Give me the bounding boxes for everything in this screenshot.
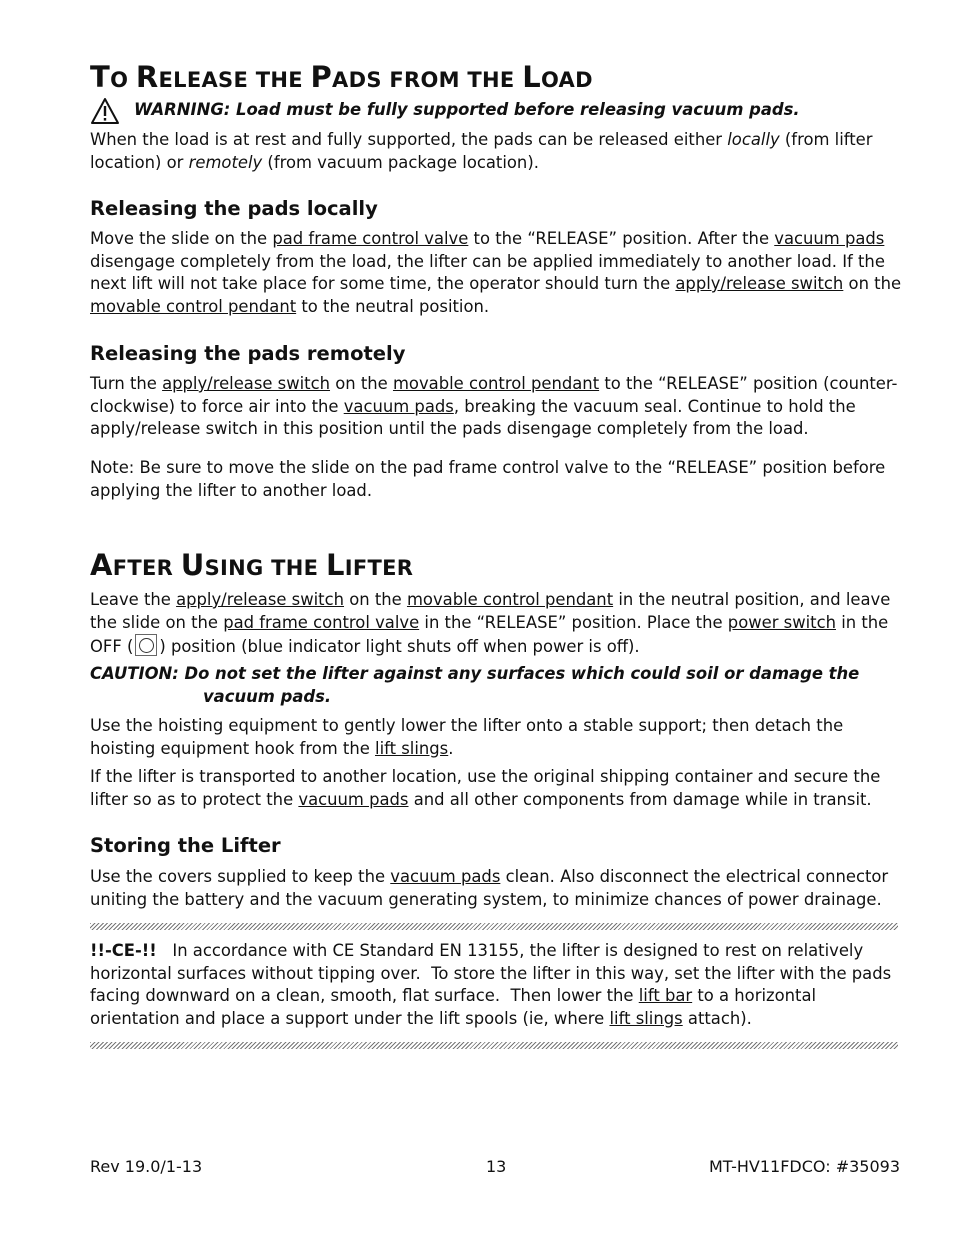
warning-text: WARNING: Load must be fully supported before releasing vacuum pads. bbox=[134, 100, 800, 119]
link-lift-bar[interactable]: lift bar bbox=[638, 986, 693, 1005]
link-movable-control-pendant[interactable]: movable control pendant bbox=[90, 296, 297, 316]
heading-storing-lifter: Storing the Lifter bbox=[90, 834, 281, 857]
release-locally-paragraph: Move the slide on the pad frame control valve to the “RELEASE” position. After the vacuum pads disengage completely from the load, the lifter can be applied immediately to another load. If the next lift will not take place for some time, the operator should turn the apply/release switch on the movable control pendant to the neutral position. bbox=[90, 229, 902, 316]
divider-top bbox=[90, 923, 898, 930]
section-title-after-using: AFTER USING THE LIFTER bbox=[90, 548, 414, 582]
link-power-switch[interactable]: power switch bbox=[727, 612, 836, 632]
divider-bottom bbox=[90, 1042, 898, 1049]
link-apply-release-switch[interactable]: apply/release switch bbox=[176, 590, 345, 609]
link-movable-control-pendant[interactable]: movable control pendant bbox=[392, 374, 600, 393]
section-title-release-pads: TO RELEASE THE PADS FROM THE LOAD bbox=[90, 60, 593, 94]
ce-tag: !!-CE-!! bbox=[90, 941, 157, 960]
warning-triangle-icon bbox=[90, 97, 120, 125]
footer-document-id: MT-HV11FDCO: #35093 bbox=[708, 1157, 900, 1176]
footer-revision: Rev 19.0/1-13 bbox=[90, 1157, 203, 1176]
link-lift-slings[interactable]: lift slings bbox=[609, 1008, 683, 1028]
link-pad-frame-control-valve[interactable]: pad frame control valve bbox=[223, 612, 420, 632]
link-vacuum-pads[interactable]: vacuum pads bbox=[390, 867, 501, 886]
heading-release-locally: Releasing the pads locally bbox=[90, 197, 378, 220]
power-off-symbol-icon bbox=[135, 634, 157, 656]
caution-text: CAUTION: Do not set the lifter against any surfaces which could soil or damage the vacuum pads. bbox=[90, 664, 860, 706]
ce-paragraph: !!-CE-!! In accordance with CE Standard EN 13155, the lifter is designed to rest on relatively horizontal surfaces without tipping over. To store the lifter in this way, set the lifter with the pads facing downward on a clean, smooth, flat surface. Then lower the lift bar to a horizontal orientation and place a support under the lift spools (ie, where lift slings attach). bbox=[90, 941, 897, 1028]
storing-paragraph: Use the covers supplied to keep the vacuum pads clean. Also disconnect the electrical connector uniting the battery and the vacuum generating system, to minimize chances of power drainage. bbox=[90, 867, 889, 909]
link-vacuum-pads[interactable]: vacuum pads bbox=[343, 396, 454, 416]
footer-page-number: 13 bbox=[486, 1157, 507, 1176]
hoisting-paragraph: Use the hoisting equipment to gently lower the lifter onto a stable support; then detach the hoisting equipment hook from the lift slings. bbox=[90, 716, 844, 758]
transport-paragraph: If the lifter is transported to another location, use the original shipping container and secure the lifter so as to protect the vacuum pads and all other components from damage while in transit. bbox=[90, 767, 881, 809]
after-using-paragraph: Leave the apply/release switch on the movable control pendant in the neutral position, and leave the slide on the pad frame control valve in the “RELEASE” position. Place the power switch in the OFF ( ) position (blue indicator light shuts off when power is off). bbox=[90, 590, 891, 656]
link-vacuum-pads[interactable]: vacuum pads bbox=[298, 789, 409, 809]
link-apply-release-switch[interactable]: apply/release switch bbox=[162, 374, 331, 393]
release-remotely-paragraph: Turn the apply/release switch on the movable control pendant to the “RELEASE” position (counter-clockwise) to force air into the vacuum pads, breaking the vacuum seal. Continue to hold the apply/release switch in this position until the pads disengage completely from the load. bbox=[90, 374, 898, 438]
link-vacuum-pads[interactable]: vacuum pads bbox=[774, 229, 885, 248]
link-pad-frame-control-valve[interactable]: pad frame control valve bbox=[272, 229, 469, 248]
link-lift-slings[interactable]: lift slings bbox=[375, 738, 449, 758]
release-note-paragraph: Note: Be sure to move the slide on the pad frame control valve to the “RELEASE” position before applying the lifter to another load. bbox=[90, 458, 886, 500]
link-movable-control-pendant[interactable]: movable control pendant bbox=[406, 590, 614, 609]
release-intro-paragraph: When the load is at rest and fully supported, the pads can be released either locally (from lifter location) or remotely (from vacuum package location). bbox=[90, 130, 873, 172]
heading-release-remotely: Releasing the pads remotely bbox=[90, 342, 406, 365]
link-apply-release-switch[interactable]: apply/release switch bbox=[675, 274, 844, 293]
